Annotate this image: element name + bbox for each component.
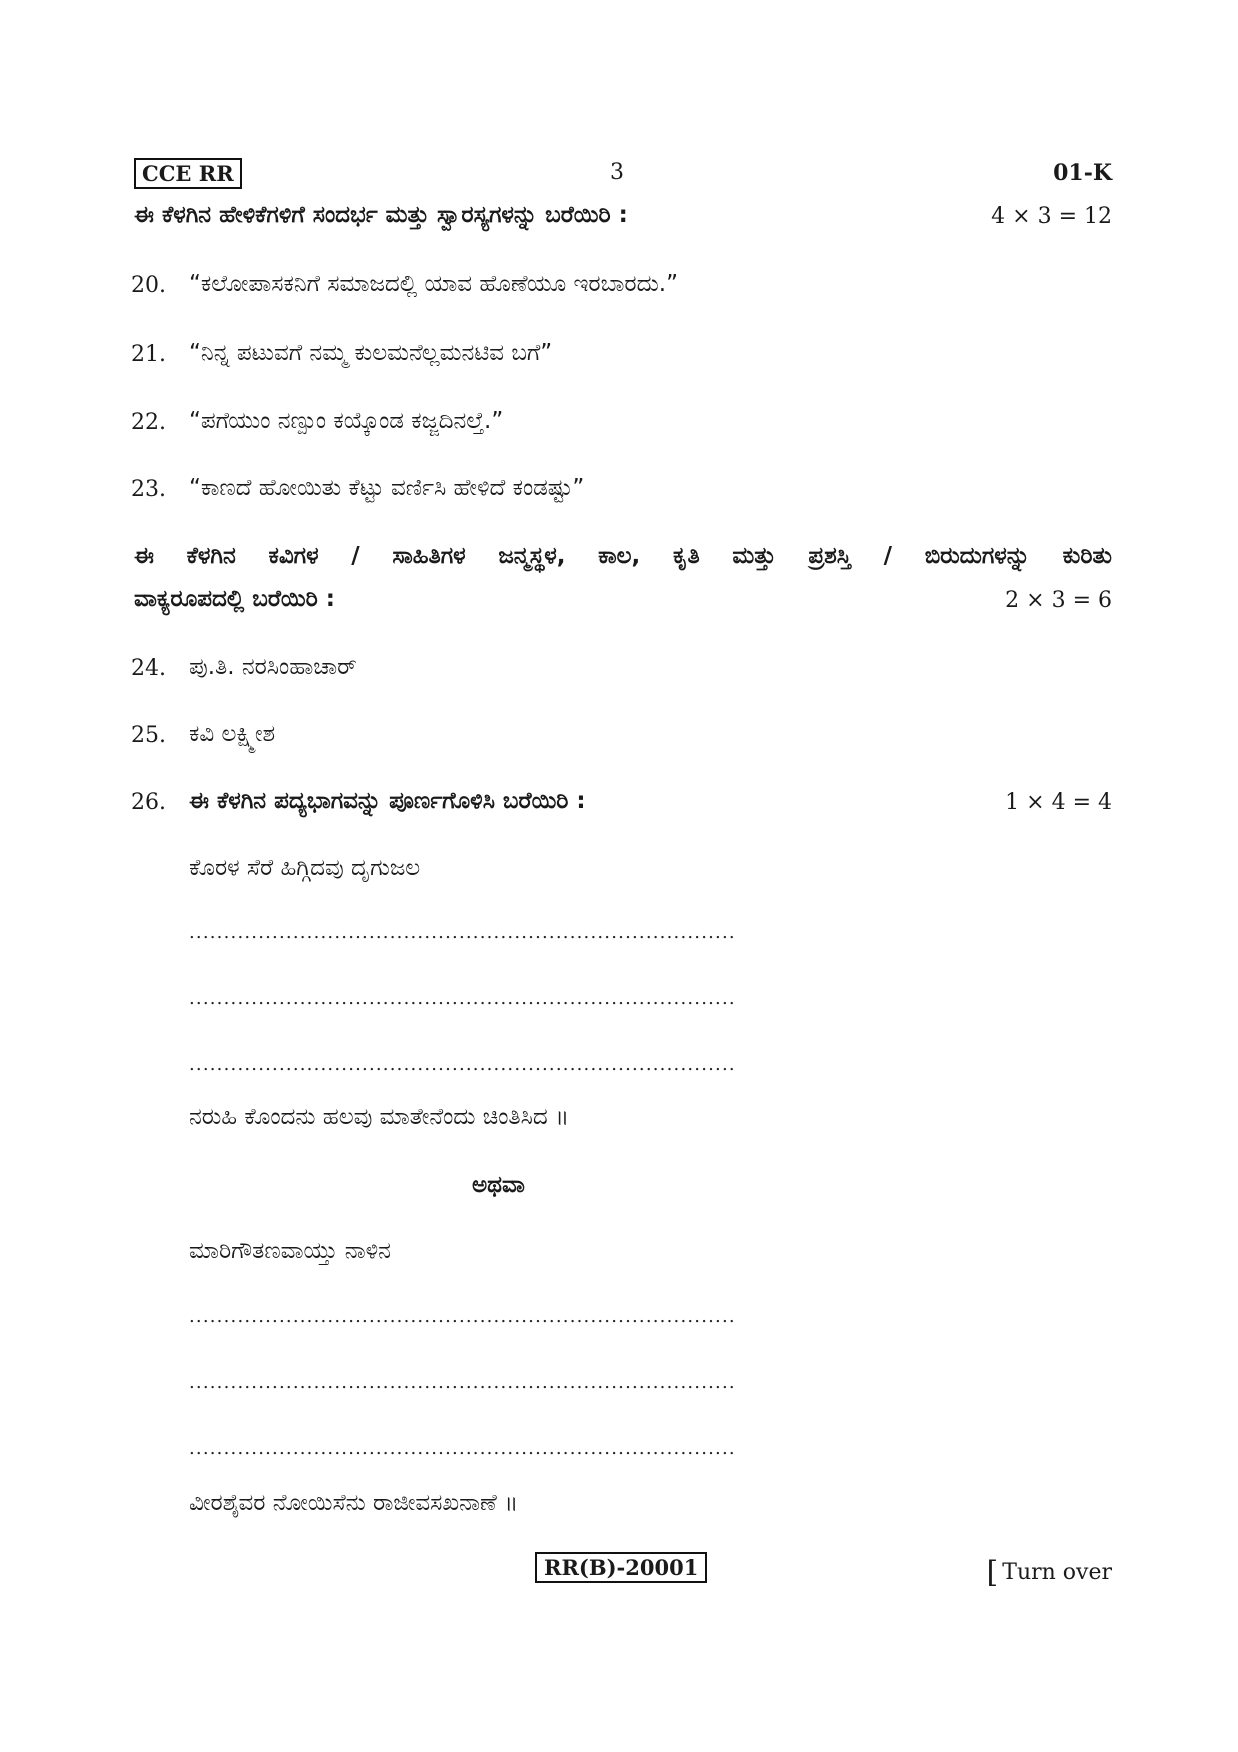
section2-instruction-line1 <box>134 543 1112 569</box>
instruction-word: / <box>883 543 893 569</box>
instruction-word: ಕೆಳಗಿನ <box>186 543 236 569</box>
question-number: 22. <box>131 410 166 435</box>
question-text: “ಕಾಣದೆ ಹೋಯಿತು ಕೆಟ್ಟು ವರ್ಣಿಸಿ ಹೇಳಿದೆ ಕಂಡಷ್ಟು” <box>189 475 585 501</box>
question-text: “ಕಲೋಪಾಸಕನಿಗೆ ಸಮಾಜದಲ್ಲಿ ಯಾವ ಹೊಣೆಯೂ ಇರಬಾರದು.” <box>189 271 678 297</box>
section1-instruction: ಈ ಕೆಳಗಿನ ಹೇಳಿಕೆಗಳಿಗೆ ಸಂದರ್ಭ ಮತ್ತು ಸ್ವಾರಸ್ಯಗಳನ್ನು ಬರೆಯಿರಿ : <box>134 202 628 228</box>
section2-instruction-line2: ವಾಕ್ಯರೂಪದಲ್ಲಿ ಬರೆಯಿರಿ : <box>134 586 335 612</box>
instruction-word: ಜನ್ಮಸ್ಥಳ, <box>498 543 566 569</box>
question-text: “ನಿನ್ನ ಪಟುವಗೆ ನಮ್ಮ ಕುಲಮನೆಲ್ಲಮನಟಿವ ಬಗೆ” <box>189 340 553 366</box>
section3-marks: 1 × 4 = 4 <box>1005 790 1112 815</box>
answer-dotted-line: ............................................................................... <box>189 1054 736 1075</box>
instruction-word: ಕೃತಿ <box>672 543 700 569</box>
section3-instruction: ಈ ಕೆಳಗಿನ ಪದ್ಯಭಾಗವನ್ನು ಪೂರ್ಣಗೊಳಿಸಿ ಬರೆಯಿರಿ : <box>189 788 586 814</box>
question-number: 21. <box>131 342 166 367</box>
question-text: “ಪಗೆಯುಂ ನಣ್ಪುಂ ಕಯ್ಕೊಂಡ ಕಜ್ಜದಿನಲ್ತೆ.” <box>189 408 504 434</box>
paper-code: 01-K <box>1053 160 1112 186</box>
instruction-word: / <box>351 543 360 569</box>
instruction-word: ಕಾಲ, <box>598 543 641 569</box>
answer-dotted-line: ............................................................................... <box>189 1438 736 1459</box>
question-number: 26. <box>131 790 166 815</box>
question-number: 24. <box>131 656 166 681</box>
turn-over-note <box>986 1552 1112 1590</box>
section2-marks: 2 × 3 = 6 <box>1005 588 1112 613</box>
question-number: 23. <box>131 477 166 502</box>
answer-dotted-line: ............................................................................... <box>189 1306 736 1327</box>
poem2-first-line: ಮಾರಿಗೌತಣವಾಯ್ತು ನಾಳಿನ <box>189 1238 391 1264</box>
section1-marks: 4 × 3 = 12 <box>991 204 1112 229</box>
instruction-word: ಪ್ರಶಸ್ತಿ <box>808 543 851 569</box>
answer-dotted-line: ............................................................................... <box>189 1372 736 1393</box>
answer-dotted-line: ............................................................................... <box>189 988 736 1009</box>
or-separator: ಅಥವಾ <box>472 1172 525 1198</box>
turn-over-text: Turn over <box>1002 1560 1112 1585</box>
question-text: ಪು.ತಿ. ನರಸಿಂಹಾಚಾರ್ <box>189 654 357 680</box>
header-code-box: CCE RR <box>134 158 242 189</box>
instruction-word: ಮತ್ತು <box>732 543 776 569</box>
footer-code-box: RR(B)-20001 <box>535 1552 707 1583</box>
question-number: 20. <box>131 273 166 298</box>
instruction-word: ಸಾಹಿತಿಗಳ <box>392 543 466 569</box>
poem1-last-line: ನರುಹಿ ಕೊಂದನು ಹಲವು ಮಾತೇನೆಂದು ಚಿಂತಿಸಿದ ॥ <box>189 1104 570 1130</box>
question-text: ಕವಿ ಲಕ್ಷ್ಮೀಶ <box>189 721 276 747</box>
question-number: 25. <box>131 723 166 748</box>
bracket-glyph: [ <box>986 1555 999 1590</box>
instruction-word: ಕುರಿತು <box>1062 543 1112 569</box>
answer-dotted-line: ............................................................................... <box>189 922 736 943</box>
instruction-word: ಈ <box>134 543 154 569</box>
poem1-first-line: ಕೊರಳ ಸೆರೆ ಹಿಗ್ಗಿದವು ದೃಗುಜಲ <box>189 855 421 881</box>
instruction-word: ಕವಿಗಳ <box>268 543 319 569</box>
poem2-last-line: ವೀರಶೈವರ ನೋಯಿಸೆನು ರಾಜೀವಸಖನಾಣೆ ॥ <box>189 1490 519 1516</box>
page-number: 3 <box>610 160 624 185</box>
instruction-word: ಬಿರುದುಗಳನ್ನು <box>924 543 1030 569</box>
